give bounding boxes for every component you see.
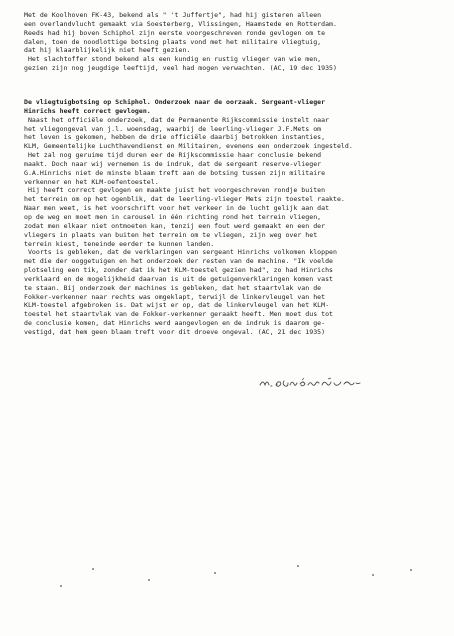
text-line: Naast het officiële onderzoek, dat de Permanente Rijkscommissie instelt naar [24, 115, 330, 124]
text-line: dat hij klaarblijkelijk niet heeft gezien. [24, 46, 191, 55]
scan-speck [92, 568, 94, 570]
article-part-2 [24, 98, 444, 337]
text-line: vliegers in plaats van buiten het terrein om te vliegen, zijn weg over het [24, 230, 318, 239]
text-line: gezien zijn nog jeugdige leeftijd, veel had mogen verwachten. (AC, 19 dec 1935) [24, 64, 337, 73]
text-line: dalen, toen de noodlottige botsing plaats vond met het militaire vliegtuig, [24, 37, 322, 46]
text-line: met die der ooggetuigen en het onderzoek der resten van de machine. "Ik voelde [24, 257, 334, 266]
text-line: het vliegongeval van j.l. woensdag, waarbij de leerling-vlieger J.F.Mets om [24, 124, 322, 133]
handwritten-signature [258, 373, 366, 393]
text-line: Naar men weet, is het voorschrift voor het verkeer in de lucht gelijk aan dat [24, 204, 330, 213]
text-line: maakt. Doch naar wij vernemen is de indruk, dat de sergeant reserve-vlieger [24, 159, 322, 168]
text-line: Voorts is gebleken, dat de verklaringen van sergeant Hinrichs volkomen kloppen [24, 248, 337, 257]
text-line: KLM, Gemeentelijke Luchthavendienst en Militairen, evenens een onderzoek ingesteld. [24, 142, 353, 151]
text-line: Fokker-verkenner naar rechts was omgeklapt, terwijl de linkervleugel van het [24, 292, 326, 301]
text-line: plotseling een tik, zonder dat ik het KLM-toestel gezien had", zo had Hinrichs [24, 266, 334, 275]
scan-speck [372, 574, 374, 576]
article-part-1 [24, 11, 444, 73]
text-line: het leven is gekomen, hebben de drie officiële daarbij betrokken instanties, [24, 133, 326, 142]
text-line: een overlandvlucht gemaakt via Soesterberg, Vlissingen, Haamstede en Rotterdam. [24, 19, 337, 28]
text-line: toestel het staartvlak van de Fokker-verkenner geraakt heeft. Men moet dus tot [24, 310, 334, 319]
text-line: Het slachtoffer stond bekend als een kundig en rustig vlieger van wie men, [24, 55, 322, 64]
text-line: De vliegtuigbotsing op Schiphol. Onderzoek naar de oorzaak. Sergeant-vlieger [24, 98, 326, 106]
text-line: Met de Koolhoven FK-43, bekend als " 't Juffertje", had hij gisteren alleen [24, 11, 322, 19]
text-line: verkenner en het KLM-oefentoestel. [24, 177, 159, 186]
scan-speck [297, 565, 299, 567]
text-line: zodat men elkaar niet ontmoeten kan, tenzij een fout werd gemaakt en een der [24, 221, 326, 230]
text-line: verklaard en de mogelijkheid daarvan is uit de getuigenverklaringen komen vast [24, 274, 334, 283]
text-line: Hij heeft correct gevlogen en maakte juist het voorgeschreven rondje buiten [24, 186, 326, 195]
text-line: Reeds had hij boven Schiphol zijn eerste voorgeschreven ronde gevlogen om te [24, 28, 326, 37]
text-line: terrein kiest, teneinde eerder te kunnen landen. [24, 239, 215, 248]
scan-speck [410, 569, 412, 571]
scan-speck [214, 572, 216, 574]
text-line: Het zal nog geruime tijd duren eer de Rijkscommissie haar conclusie bekend [24, 151, 322, 160]
scan-speck [60, 585, 62, 587]
scan-speck [148, 579, 150, 581]
text-line: KLM-toestel afgebroken is. Dat wijst er op, dat de linkervleugel van het KLM- [24, 301, 330, 310]
text-line: G.A.Hinrichs niet de minste blaam treft aan de botsing tussen zijn militaire [24, 168, 326, 177]
text-line: de conclusie komen, dat Hinrichs werd aangevlogen en de indruk is daarom ge- [24, 319, 326, 328]
text-line: te staan. Bij onderzoek der machines is gebleken, dat het staartvlak van de [24, 283, 322, 292]
text-line: het terrein om op het ogenblik, dat de leerling-vlieger Mets zijn toestel raakte. [24, 195, 345, 204]
text-line: Hinrichs heeft correct gevlogen. [24, 106, 151, 115]
text-line: vestigd, dat hem geen blaam treft voor dit droeve ongeval. (AC, 21 dec 1935) [24, 327, 326, 336]
text-line: op de weg en moet men in carousel in één richting rond het terrein vliegen, [24, 212, 322, 221]
